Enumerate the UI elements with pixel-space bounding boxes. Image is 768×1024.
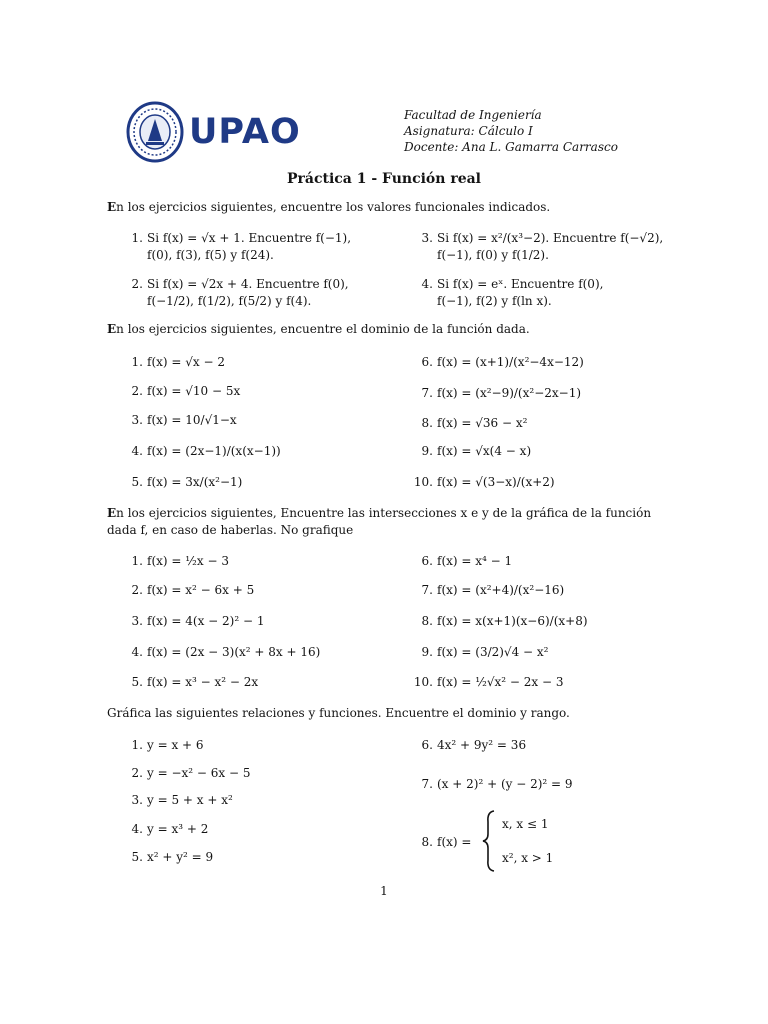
exercise-item xyxy=(121,230,352,262)
item-text: f(x) = x³ − x² − 2x xyxy=(147,675,259,689)
item-number: 2. xyxy=(131,766,143,780)
item-text: f(x) = √10 − 5x xyxy=(147,384,241,398)
exercise-item xyxy=(121,849,213,865)
item-number: 7. xyxy=(421,386,433,400)
item-number: 5. xyxy=(131,850,143,864)
item-number: 3. xyxy=(131,614,143,628)
subject-label: Asignatura: Cálculo I xyxy=(404,124,533,138)
item-number: 4. xyxy=(131,822,143,836)
item-text: f(x) = (x+1)/(x²−4x−12) xyxy=(437,355,584,369)
section-3-instructions xyxy=(107,505,662,539)
item-number: 1. xyxy=(131,554,143,568)
item-text: f(x) = (x²+4)/(x²−16) xyxy=(437,583,565,597)
drop-cap: E xyxy=(107,200,117,214)
instruction-text: n los ejercicios siguientes, encuentre el dominio de la función dada. xyxy=(116,322,530,336)
item-text: f(x) = √x − 2 xyxy=(147,355,225,369)
exercise-item xyxy=(411,230,664,262)
item-text: f(x) = x⁴ − 1 xyxy=(437,554,513,568)
item-number: 6. xyxy=(421,738,433,752)
course-header xyxy=(404,107,618,155)
item-text: f(x) = (x²−9)/(x²−2x−1) xyxy=(437,386,582,400)
exercise-item xyxy=(411,276,604,308)
section-4-instructions xyxy=(107,705,662,722)
exercise-item xyxy=(121,792,233,808)
item-number: 10. xyxy=(413,475,433,489)
exercise-item xyxy=(411,385,581,401)
item-text: (x + 2)² + (y − 2)² = 9 xyxy=(437,777,573,791)
exercise-item xyxy=(411,474,555,490)
exercise-item xyxy=(411,613,588,629)
item-text: f(x) = x² − 6x + 5 xyxy=(147,583,255,597)
item-number: 1. xyxy=(131,738,143,752)
item-text: x² + y² = 9 xyxy=(147,850,214,864)
exercise-item xyxy=(121,674,258,690)
exercise-item xyxy=(121,474,242,490)
exercise-item xyxy=(411,354,584,370)
page-number: 1 xyxy=(380,884,388,898)
item-number: 2. xyxy=(131,384,143,398)
item-number: 4. xyxy=(131,444,143,458)
exercise-item xyxy=(121,553,229,569)
exercise-item xyxy=(121,276,349,308)
item-number: 1. xyxy=(131,231,143,245)
item-text: 4x² + 9y² = 36 xyxy=(437,738,527,752)
drop-cap: E xyxy=(107,322,117,336)
faculty-label: Facultad de Ingeniería xyxy=(404,108,542,122)
piecewise-case-2: x², x > 1 xyxy=(502,851,554,865)
upao-logo xyxy=(126,101,301,163)
item-text: f(x) = xyxy=(437,835,472,849)
item-text: y = x + 6 xyxy=(147,738,204,752)
item-number: 3. xyxy=(131,413,143,427)
item-number: 7. xyxy=(421,583,433,597)
piecewise-brace-icon xyxy=(482,810,496,872)
item-text: f(x) = x(x+1)(x−6)/(x+8) xyxy=(437,614,588,628)
item-number: 8. xyxy=(421,416,433,430)
exercise-item xyxy=(121,644,320,660)
logo-text: UPAO xyxy=(189,112,301,152)
instruction-text: n los ejercicios siguientes, encuentre los valores funcionales indicados. xyxy=(116,200,551,214)
item-number: 3. xyxy=(421,231,433,245)
item-number: 8. xyxy=(421,835,433,849)
piecewise-case-1: x, x ≤ 1 xyxy=(502,817,549,831)
item-number: 9. xyxy=(421,645,433,659)
item-number: 5. xyxy=(131,675,143,689)
exercise-item xyxy=(121,582,254,598)
exercise-item xyxy=(121,765,251,781)
item-text: Si f(x) = √2x + 4. Encuentre f(0), xyxy=(147,277,349,291)
exercise-item xyxy=(411,776,573,792)
item-text: f(x) = √x(4 − x) xyxy=(437,444,532,458)
exercise-item xyxy=(121,737,204,753)
item-text: Si f(x) = √x + 1. Encuentre f(−1), xyxy=(147,231,352,245)
item-number: 4. xyxy=(421,277,433,291)
item-number: 3. xyxy=(131,793,143,807)
page-title: Práctica 1 - Función real xyxy=(286,171,481,187)
exercise-item xyxy=(411,582,564,598)
exercise-item xyxy=(411,737,526,753)
item-number: 6. xyxy=(421,554,433,568)
item-text-continued: f(−1), f(2) y f(ln x). xyxy=(437,294,552,308)
item-text: f(x) = 4(x − 2)² − 1 xyxy=(147,614,265,628)
item-number: 2. xyxy=(131,583,143,597)
instruction-text: Gráfica las siguientes relaciones y funciones. Encuentre el dominio y rango. xyxy=(107,706,570,720)
item-text: y = −x² − 6x − 5 xyxy=(147,766,251,780)
item-text: f(x) = 10/√1−x xyxy=(147,413,237,427)
item-number: 1. xyxy=(131,355,143,369)
exercise-item xyxy=(411,443,531,459)
section-2-instructions xyxy=(107,321,662,338)
drop-cap: E xyxy=(107,506,117,520)
item-number: 8. xyxy=(421,614,433,628)
exercise-item xyxy=(411,834,471,850)
item-text-continued: f(−1/2), f(1/2), f(5/2) y f(4). xyxy=(147,294,312,308)
section-1-instructions xyxy=(107,199,662,216)
instruction-text: n los ejercicios siguientes, Encuentre las intersecciones x e y de la gráfica de la función dada f, en caso de haberlas. No grafique xyxy=(107,506,652,537)
item-text: Si f(x) = x²/(x³−2). Encuentre f(−√2), xyxy=(437,231,664,245)
item-number: 9. xyxy=(421,444,433,458)
item-text: f(x) = 3x/(x²−1) xyxy=(147,475,243,489)
item-text-continued: f(0), f(3), f(5) y f(24). xyxy=(147,248,274,262)
exercise-item xyxy=(411,415,527,431)
item-number: 6. xyxy=(421,355,433,369)
item-text: y = x³ + 2 xyxy=(147,822,209,836)
item-text-continued: f(−1), f(0) y f(1/2). xyxy=(437,248,549,262)
item-text: f(x) = (2x−1)/(x(x−1)) xyxy=(147,444,281,458)
exercise-item xyxy=(121,613,264,629)
exercise-item xyxy=(411,674,564,690)
item-text: f(x) = ½x − 3 xyxy=(147,554,229,568)
exercise-item xyxy=(121,354,225,370)
item-text: y = 5 + x + x² xyxy=(147,793,233,807)
item-number: 5. xyxy=(131,475,143,489)
university-seal-icon xyxy=(126,101,186,163)
item-text: f(x) = ½√x² − 2x − 3 xyxy=(437,675,564,689)
item-number: 4. xyxy=(131,645,143,659)
teacher-label: Docente: Ana L. Gamarra Carrasco xyxy=(404,140,618,154)
item-number: 7. xyxy=(421,777,433,791)
exercise-item xyxy=(121,443,281,459)
item-text: f(x) = √(3−x)/(x+2) xyxy=(437,475,555,489)
item-text: f(x) = (2x − 3)(x² + 8x + 16) xyxy=(147,645,321,659)
item-text: Si f(x) = eˣ. Encuentre f(0), xyxy=(437,277,604,291)
item-text: f(x) = (3/2)√4 − x² xyxy=(437,645,549,659)
exercise-item xyxy=(121,821,208,837)
exercise-item xyxy=(121,412,237,428)
item-number: 2. xyxy=(131,277,143,291)
item-text: f(x) = √36 − x² xyxy=(437,416,528,430)
exercise-item xyxy=(121,383,240,399)
item-number: 10. xyxy=(413,675,433,689)
exercise-item xyxy=(411,644,548,660)
exercise-item xyxy=(411,553,512,569)
